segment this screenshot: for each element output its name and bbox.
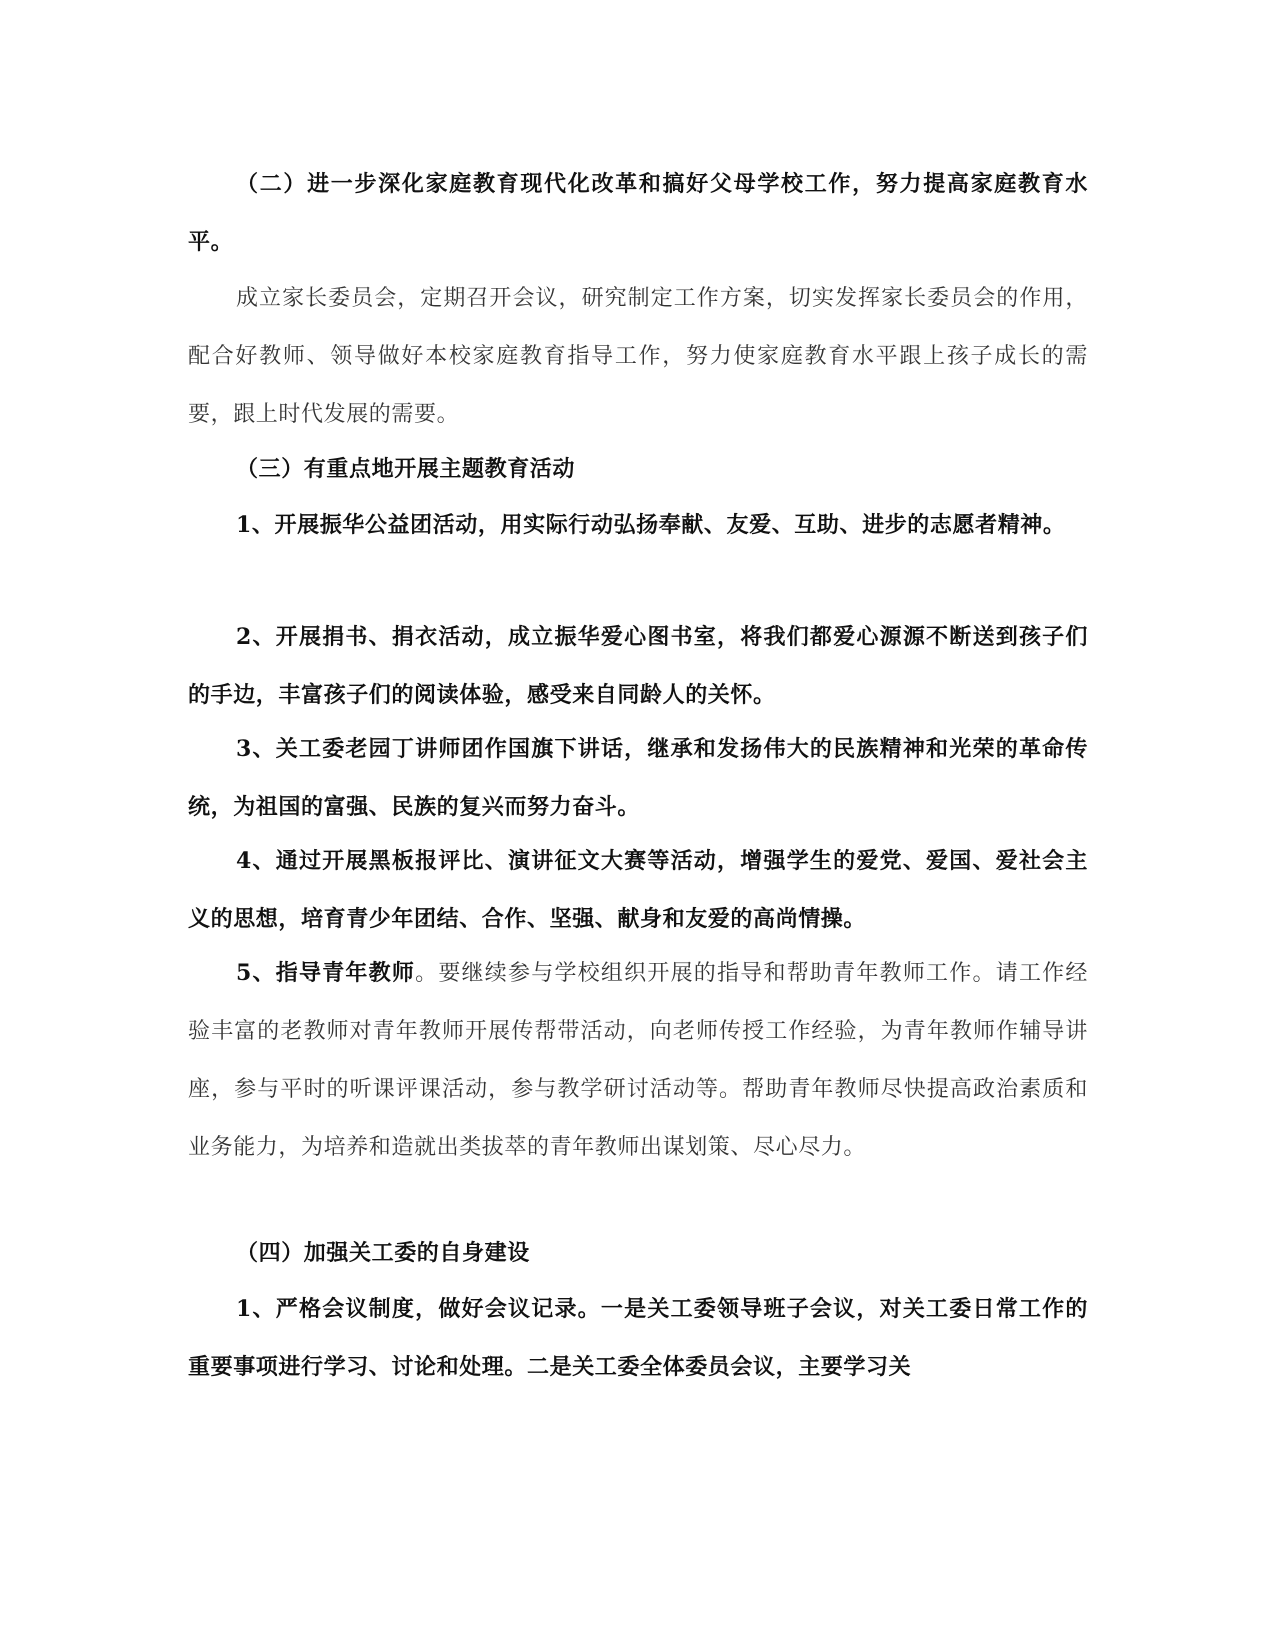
list-item-blackboard-contest: 4、通过开展黑板报评比、演讲征文大赛等活动，增强学生的爱党、爱国、爱社会主义的思想，培育青少年团结、合作、坚强、献身和友爱的高尚情操。 — [188, 848, 1088, 932]
list-item-guide-young-teachers-body: 。要继续参与学校组织开展的指导和帮助青年教师工作。请工作经验丰富的老教师对青年教师开展传帮带活动，向老师传授工作经验，为青年教师作辅导讲座，参与平时的听课评课活动，参与教学研讨活动等。帮助青年教师尽快提高政治素质和业务能力，为培养和造就出类拔萃的青年教师出谋划策、尽心尽力。 — [188, 961, 1088, 1160]
list-item-guide-young-teachers-lead: 5、指导青年教师 — [236, 960, 416, 986]
section-heading-theme-education: （三）有重点地开展主题教育活动 — [236, 456, 576, 482]
section-heading-family-education: （二）进一步深化家庭教育现代化改革和搞好父母学校工作，努力提高家庭教育水平。 — [188, 171, 1088, 255]
list-item-book-donation: 2、开展捐书、捐衣活动，成立振华爱心图书室，将我们都爱心源源不断送到孩子们的手边，丰富孩子们的阅读体验，感受来自同龄人的关怀。 — [188, 624, 1088, 708]
paragraph-parent-committee: 成立家长委员会，定期召开会议，研究制定工作方案，切实发挥家长委员会的作用，配合好教师、领导做好本校家庭教育指导工作，努力使家庭教育水平跟上孩子成长的需要，跟上时代发展的需要。 — [188, 286, 1088, 427]
list-item-meeting-system: 1、严格会议制度，做好会议记录。一是关工委领导班子会议，对关工委日常工作的重要事项进行学习、讨论和处理。二是关工委全体委员会议，主要学习关 — [188, 1296, 1088, 1380]
section-heading-self-building: （四）加强关工委的自身建设 — [236, 1240, 530, 1266]
list-item-flag-speech: 3、关工委老园丁讲师团作国旗下讲话，继承和发扬伟大的民族精神和光荣的革命传统，为祖国的富强、民族的复兴而努力奋斗。 — [188, 736, 1088, 820]
list-item-guide-young-teachers — [188, 944, 1088, 1177]
list-item-charity-group: 1、开展振华公益团活动，用实际行动弘扬奉献、友爱、互助、进步的志愿者精神。 — [236, 512, 1066, 538]
